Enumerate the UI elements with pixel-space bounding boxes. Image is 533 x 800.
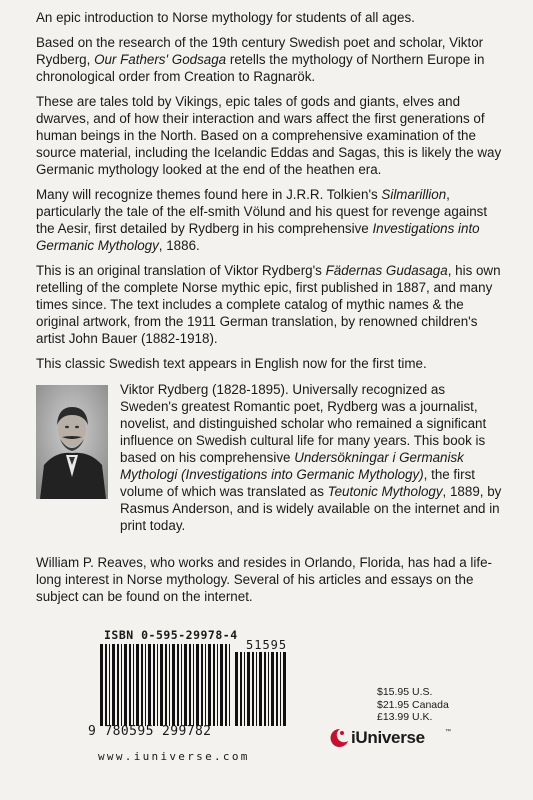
blurb-paragraph-4 bbox=[36, 186, 506, 254]
barcode-bar bbox=[169, 644, 170, 726]
publisher-name: iUniverse bbox=[351, 728, 425, 747]
barcode-bar bbox=[196, 644, 199, 726]
barcode-bar bbox=[112, 644, 115, 726]
blurb-paragraph-3: These are tales told by Vikings, epic tales of gods and giants, elves and dwarves, and of how their interaction and wars affect the first generations of human beings in the North. Based on a comprehensive examination of the source material, including the Icelandic Eddas and Sagas, this is likely the way Germanic mythology looked at the end of the heathen era. bbox=[36, 94, 502, 177]
text: Based on the research of the 19th century Swedish poet and scholar, Viktor Rydberg, bbox=[36, 35, 484, 67]
barcode-bar bbox=[172, 644, 175, 726]
isbn-label: ISBN 0-595-29978-4 bbox=[104, 628, 238, 642]
barcode-bar bbox=[276, 652, 278, 726]
price-addon-number: 51595 bbox=[246, 638, 288, 652]
blurb-paragraph-2 bbox=[36, 34, 506, 85]
barcode-bar bbox=[129, 644, 131, 726]
back-cover-blurb bbox=[36, 9, 506, 380]
book-title: Fädernas Gudasaga bbox=[325, 263, 448, 278]
barcode-bar bbox=[268, 652, 269, 726]
barcode-bar bbox=[165, 644, 167, 726]
barcode-bar bbox=[133, 644, 134, 726]
barcode-bar bbox=[157, 644, 158, 726]
blurb-intro: An epic introduction to Norse mythology for students of all ages. bbox=[36, 10, 415, 25]
barcode-bar bbox=[193, 644, 194, 726]
translator-bio-text: William P. Reaves, who works and resides in Orlando, Florida, has had a life-long interest in Norse mythology. Several of his articles and essays on the subject can be found on the internet. bbox=[36, 555, 492, 604]
text: This is an original translation of Viktor Rydberg's bbox=[36, 263, 326, 278]
text: retells the mythology of Northern Europe in chronological order from Creation to Ragnarök. bbox=[36, 52, 485, 84]
price-uk: £13.99 U.K. bbox=[377, 711, 433, 723]
price-us: $15.95 U.S. bbox=[377, 686, 433, 698]
barcode-bar bbox=[256, 652, 257, 726]
addon-barcode bbox=[235, 652, 287, 726]
book-title: Undersökningar i Germanisk Mythologi (Investigations into Germanic Mythology) bbox=[120, 450, 464, 482]
barcode-bar bbox=[177, 644, 179, 726]
text: , 1886. bbox=[158, 238, 200, 253]
barcode-bar bbox=[148, 644, 151, 726]
barcode bbox=[88, 628, 288, 748]
barcode-bar bbox=[160, 644, 163, 726]
barcode-bar bbox=[271, 652, 274, 726]
translator-bio bbox=[36, 554, 506, 605]
author-portrait bbox=[36, 385, 108, 499]
barcode-bar bbox=[184, 644, 187, 726]
text: , particularly the tale of the elf-smith Völund and his quest for revenge against the Aesir, first detailed by Rydberg in his comprehensive bbox=[36, 187, 488, 236]
iuniverse-swoosh-icon bbox=[330, 727, 350, 749]
barcode-bar bbox=[181, 644, 182, 726]
barcode-bar bbox=[225, 644, 227, 726]
barcode-bar bbox=[105, 644, 107, 726]
text: , 1889, by Rasmus Anderson, and is widely available on the internet and in print today. bbox=[120, 484, 502, 533]
blurb-closing: This classic Swedish text appears in English now for the first time. bbox=[36, 356, 427, 371]
barcode-bar bbox=[124, 644, 127, 726]
barcode-bar bbox=[235, 652, 238, 726]
barcode-bar bbox=[100, 644, 103, 726]
barcode-bar bbox=[217, 644, 218, 726]
barcode-bar bbox=[264, 652, 266, 726]
barcode-bar bbox=[280, 652, 281, 726]
text: , the first volume of which was translated as bbox=[120, 467, 476, 499]
barcode-bar bbox=[247, 652, 250, 726]
barcode-bar bbox=[205, 644, 206, 726]
barcode-bar bbox=[153, 644, 155, 726]
barcode-bar bbox=[240, 652, 242, 726]
text: , his own retelling of the complete Norse mythic epic, first published in 1887, and many times since. The text includes a complete catalog of mythic names & the original artwork, from the 1911 German translation, by renowned children's artist John Bauer (1882-1918). bbox=[36, 263, 501, 346]
barcode-bar bbox=[141, 644, 143, 726]
price-list bbox=[377, 686, 449, 724]
book-title: Investigations into Germanic Mythology bbox=[36, 221, 480, 253]
barcode-bar bbox=[208, 644, 211, 726]
author-bio-text bbox=[120, 381, 506, 534]
barcode-bar bbox=[244, 652, 245, 726]
barcode-bar bbox=[109, 644, 110, 726]
trademark: ™ bbox=[445, 729, 451, 735]
barcode-bar bbox=[229, 644, 230, 726]
barcode-bar bbox=[252, 652, 254, 726]
barcode-bar bbox=[259, 652, 262, 726]
barcode-bar bbox=[189, 644, 191, 726]
ean-barcode bbox=[100, 644, 230, 726]
barcode-bar bbox=[136, 644, 139, 726]
text: Viktor Rydberg (1828-1895). Universally recognized as Sweden's greatest Romantic poet, Rydberg was a journalist, novelist, and distinguished scholar who remained a significant influence on Swedish cultural life for many years. This book is based on his comprehensive bbox=[120, 382, 487, 465]
book-title: Our Fathers' Godsaga bbox=[94, 52, 227, 67]
barcode-bar bbox=[213, 644, 215, 726]
price-canada: $21.95 Canada bbox=[377, 698, 449, 711]
publisher-url: www.iuniverse.com bbox=[98, 750, 250, 763]
barcode-bar bbox=[283, 652, 286, 726]
text: Many will recognize themes found here in J.R.R. Tolkien's bbox=[36, 187, 382, 202]
barcode-bar bbox=[220, 644, 223, 726]
book-title: Silmarillion bbox=[381, 187, 447, 202]
ean-number: 9 780595 299782 bbox=[88, 724, 212, 739]
barcode-bar bbox=[121, 644, 122, 726]
barcode-bar bbox=[117, 644, 119, 726]
book-title: Teutonic Mythology bbox=[327, 484, 443, 499]
barcode-bar bbox=[201, 644, 203, 726]
publisher-logo bbox=[330, 727, 500, 751]
barcode-bar bbox=[145, 644, 146, 726]
blurb-paragraph-5 bbox=[36, 262, 506, 347]
